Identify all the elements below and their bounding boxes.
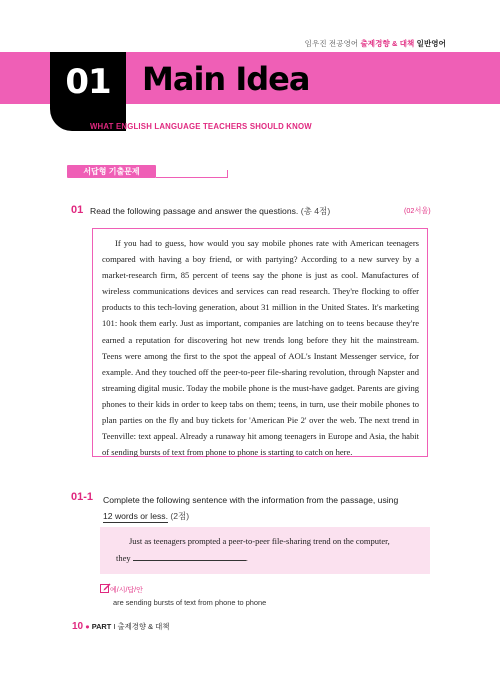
question-text bbox=[90, 205, 330, 217]
footer-part: PART bbox=[91, 622, 112, 631]
sentence-subject: they bbox=[116, 553, 131, 563]
header-author: 임우진 전공영어 bbox=[304, 39, 359, 48]
page-number: 10 bbox=[72, 621, 84, 632]
sentence-period: . bbox=[245, 553, 248, 563]
section-tag-underline bbox=[156, 177, 228, 178]
footer-bullet-icon: ● bbox=[85, 622, 90, 631]
footer-part-number: I bbox=[113, 622, 116, 631]
chapter-subtitle: WHAT ENGLISH LANGUAGE TEACHERS SHOULD KNOW bbox=[90, 122, 312, 131]
question-number: 01 bbox=[71, 204, 84, 216]
sentence-line1: Just as teenagers prompted a peer-to-peer file-sharing trend on the computer, bbox=[129, 536, 390, 546]
header-series: 출제경향 & 대책 bbox=[360, 39, 415, 48]
header-subject: 일반영어 bbox=[416, 39, 446, 48]
page-footer bbox=[72, 621, 169, 632]
passage-text: If you had to guess, how would you say mobile phones rate with American teenagers compared with having a boy friend, or with partying? According to a new survey by a market-research firm, 85 percent of teens say the phone is just as cool. Manufactures of wireless communications devices and services can read research. They're flocking to offer products to this tech-loving generation, about 31 million in the United States. It's marketing 101: hook them early. Just as important, companies are latching on to teens because they're earned a reputation for discovering hot new trends long before they hit the mainstream. Teens were among the first to the spot the appeal of AOL's Instant Messenger service, for example. And they touched off the peer-to-peer file-sharing revolution, through Napster and streaming digital music. Today the mobile phone is the must-have gadget. Parents are giving phones to their kids in order to keep tabs on them; teens, in turn, use their mobile phones to plan parties on the fly and buy tickets for 'American Pie 2' over the web. The next trend in Teenville: text appeal. Already a runaway hit among teenagers in Europe and Asia, the habit of sending bursts of text from phone to phone is starting to catch on here. bbox=[102, 238, 419, 458]
question-instruction: Read the following passage and answer the questions. bbox=[90, 206, 299, 216]
section-tag-tick bbox=[227, 170, 228, 178]
subquestion-instruction: Complete the following sentence with the information from the passage, using bbox=[103, 495, 399, 505]
chapter-title: Main Idea bbox=[142, 60, 310, 98]
subquestion-number: 01-1 bbox=[71, 491, 94, 503]
answer-blank bbox=[133, 560, 246, 561]
subquestion-text bbox=[103, 492, 433, 524]
answer-label: 예/시/답/안 bbox=[110, 587, 143, 594]
subquestion-points: (2점) bbox=[170, 511, 190, 521]
chapter-number-box bbox=[50, 52, 126, 131]
model-answer: are sending bursts of text from phone to phone bbox=[113, 598, 267, 607]
question-points: (총 4점) bbox=[300, 206, 331, 216]
section-tag: 서답형 기출문제 bbox=[67, 165, 156, 178]
reading-passage bbox=[92, 228, 428, 457]
question-year: (02서울) bbox=[404, 206, 431, 215]
chapter-number: 01 bbox=[65, 62, 111, 102]
completion-sentence-box bbox=[100, 527, 430, 574]
word-limit: 12 words or less. bbox=[103, 511, 168, 521]
running-header bbox=[305, 38, 446, 49]
footer-title: 출제경향 & 대책 bbox=[117, 622, 170, 631]
